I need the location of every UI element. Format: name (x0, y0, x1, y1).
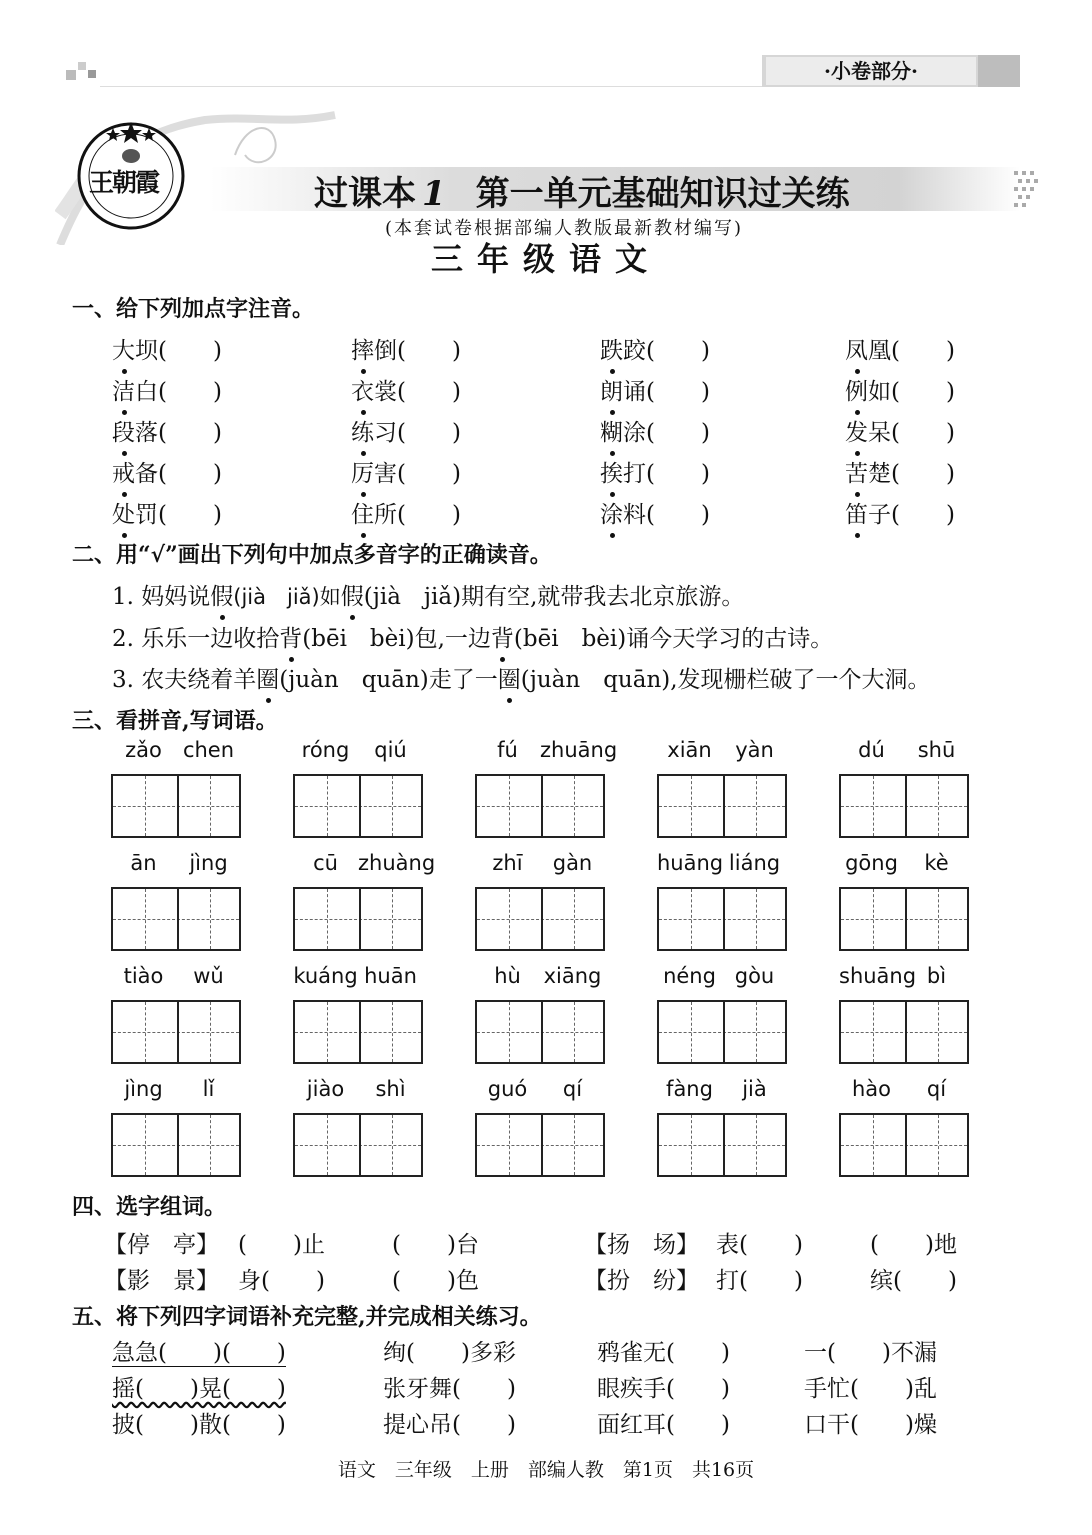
section2-heading: 二、用“√”画出下列句中加点多音字的正确读音。 (72, 542, 552, 568)
s1-item[interactable] (600, 373, 728, 406)
s4-blank[interactable]: ( )止 (238, 1232, 325, 1258)
s1-char: 子 (868, 502, 891, 528)
s1-item[interactable] (600, 332, 728, 365)
s1-blank[interactable]: ( ) (397, 379, 461, 405)
s1-char: 戒 (112, 455, 135, 488)
s3-writing-box[interactable] (293, 887, 423, 951)
s4-blank[interactable]: ( )地 (870, 1232, 957, 1258)
s1-item[interactable] (112, 496, 240, 529)
s3-pinyin: bì (926, 964, 947, 988)
s1-item[interactable] (845, 373, 973, 406)
s1-char: 如 (868, 379, 891, 405)
s3-writing-box[interactable] (111, 887, 241, 951)
s5-idiom[interactable]: 鸦雀无( ) (597, 1340, 730, 1366)
s3-pinyin: hào (851, 1077, 892, 1101)
s3-writing-box[interactable] (111, 1113, 241, 1177)
s3-pinyin: liáng (728, 851, 781, 875)
s1-char: 洁 (112, 373, 135, 406)
s1-item[interactable] (600, 455, 728, 488)
s3-pinyin: qí (926, 1077, 947, 1101)
s3-pinyin: yàn (735, 738, 774, 762)
s1-item[interactable] (351, 373, 479, 406)
section3-heading: 三、看拼音,写词语。 (72, 708, 278, 734)
s1-blank[interactable]: ( ) (891, 502, 955, 528)
s1-blank[interactable]: ( ) (646, 502, 710, 528)
s3-writing-box[interactable] (475, 774, 605, 838)
s3-pinyin: hù (494, 964, 521, 988)
s1-blank[interactable]: ( ) (646, 420, 710, 446)
s5-idiom[interactable]: 口干( )燥 (804, 1412, 937, 1438)
s5-idiom[interactable]: 面红耳( ) (597, 1412, 730, 1438)
s1-char: 厉 (351, 455, 374, 488)
s1-char: 衣 (351, 373, 374, 406)
s3-pinyin: wǔ (193, 964, 224, 988)
s1-char: 备 (135, 461, 158, 487)
s3-pinyin: chen (182, 738, 235, 762)
s3-writing-box[interactable] (111, 774, 241, 838)
s1-char: 坝 (135, 338, 158, 364)
s1-char: 凤 (845, 332, 868, 365)
s3-pinyin: zhuàng (358, 851, 436, 875)
s1-item[interactable] (351, 414, 479, 447)
s1-char: 害 (374, 461, 397, 487)
s1-blank[interactable]: ( ) (158, 420, 222, 446)
s3-writing-box[interactable] (293, 1113, 423, 1177)
s5-idiom[interactable]: 眼疾手( ) (597, 1376, 730, 1402)
s3-writing-box[interactable] (657, 887, 787, 951)
s5-idiom[interactable]: 一( )不漏 (804, 1340, 937, 1366)
s3-pinyin: shuāng (839, 964, 917, 988)
s1-char: 练 (351, 414, 374, 447)
s1-blank[interactable]: ( ) (891, 338, 955, 364)
title-number: 1 (422, 174, 446, 214)
s1-char: 裳 (374, 379, 397, 405)
s1-blank[interactable]: ( ) (397, 461, 461, 487)
s3-pinyin: shū (917, 738, 956, 762)
s3-pinyin: fàng (666, 1077, 713, 1101)
s3-writing-box[interactable] (839, 774, 969, 838)
s3-writing-box[interactable] (657, 774, 787, 838)
s5-idiom[interactable]: 张牙舞( ) (383, 1376, 516, 1402)
s1-char: 涂 (600, 496, 623, 529)
s5-idiom[interactable]: 绚( )多彩 (383, 1340, 516, 1366)
s4-blank[interactable]: 打( ) (716, 1268, 803, 1294)
s3-writing-box[interactable] (293, 1000, 423, 1064)
s3-writing-box[interactable] (839, 1113, 969, 1177)
s3-pinyin: shì (375, 1077, 406, 1101)
s4-blank[interactable]: 表( ) (716, 1232, 803, 1258)
s3-pinyin: jiào (306, 1077, 345, 1101)
s3-writing-box[interactable] (475, 1113, 605, 1177)
s3-pinyin: fú (497, 738, 518, 762)
s1-item[interactable] (845, 496, 973, 529)
s3-pinyin: néng (663, 964, 716, 988)
s1-blank[interactable]: ( ) (891, 420, 955, 446)
s5-idiom[interactable]: 手忙( )乱 (804, 1376, 937, 1402)
s3-writing-box[interactable] (839, 1000, 969, 1064)
publisher-logo (75, 118, 187, 230)
s3-writing-box[interactable] (111, 1000, 241, 1064)
s3-pinyin: jìng (189, 851, 228, 875)
section1-heading: 一、给下列加点字注音。 (72, 296, 315, 322)
s3-pinyin: xiāng (543, 964, 602, 988)
s1-item[interactable] (112, 373, 240, 406)
s1-blank[interactable]: ( ) (397, 338, 461, 364)
s1-char: 大 (112, 332, 135, 365)
s4-blank[interactable]: 身( ) (238, 1268, 325, 1294)
s1-blank[interactable]: ( ) (397, 420, 461, 446)
s1-item[interactable] (112, 332, 240, 365)
s3-pinyin: dú (858, 738, 885, 762)
s1-char: 段 (112, 414, 135, 447)
header-tab-end (978, 55, 1020, 87)
s1-char: 罚 (135, 502, 158, 528)
s3-writing-box[interactable] (293, 774, 423, 838)
s1-char: 处 (112, 496, 135, 529)
s1-item[interactable] (351, 455, 479, 488)
s3-pinyin: tiào (123, 964, 164, 988)
s3-pinyin: gàn (552, 851, 593, 875)
s1-char: 落 (135, 420, 158, 446)
title-prefix: 过课本 (314, 174, 416, 214)
s5-idiom[interactable]: 摇( )晃( ) (112, 1376, 286, 1402)
corner-decoration (66, 62, 96, 84)
s3-pinyin: xiān (667, 738, 712, 762)
s4-blank[interactable]: 缤( ) (870, 1268, 957, 1294)
s1-blank[interactable]: ( ) (158, 502, 222, 528)
s3-writing-box[interactable] (475, 1000, 605, 1064)
s1-blank[interactable]: ( ) (646, 379, 710, 405)
page-title (314, 166, 850, 215)
s1-blank[interactable]: ( ) (891, 379, 955, 405)
s5-idiom[interactable]: 提心吊( ) (383, 1412, 516, 1438)
logo-text: 王朝霞 (89, 168, 159, 197)
s1-item[interactable] (351, 496, 479, 529)
s3-pinyin: gōng (845, 851, 898, 875)
s5-idiom[interactable]: 急急( )( ) (112, 1340, 286, 1366)
s1-char: 跤 (623, 338, 646, 364)
s1-char: 跌 (600, 332, 623, 365)
s1-char: 摔 (351, 332, 374, 365)
s4-blank[interactable]: ( )台 (392, 1232, 479, 1258)
s3-writing-box[interactable] (839, 887, 969, 951)
grade-heading: 三年级语文 (430, 240, 661, 278)
s1-char: 苦 (845, 455, 868, 488)
s1-char: 倒 (374, 338, 397, 364)
s1-item[interactable] (351, 332, 479, 365)
s1-blank[interactable]: ( ) (646, 461, 710, 487)
s1-blank[interactable]: ( ) (891, 461, 955, 487)
s3-pinyin: gòu (734, 964, 775, 988)
s1-char: 楚 (868, 461, 891, 487)
section5-heading: 五、将下列四字词语补充完整,并完成相关练习。 (72, 1304, 542, 1330)
s1-item[interactable] (600, 496, 728, 529)
s3-pinyin: kuáng (293, 964, 358, 988)
s1-item[interactable] (845, 414, 973, 447)
s1-char: 发 (845, 414, 868, 447)
s3-pinyin: zǎo (125, 738, 162, 762)
s1-item[interactable] (112, 455, 240, 488)
title-main: 第一单元基础知识过关练 (475, 174, 850, 214)
s3-pinyin: jìng (124, 1077, 163, 1101)
s3-writing-box[interactable] (657, 1000, 787, 1064)
s1-char: 糊 (600, 414, 623, 447)
s1-blank[interactable]: ( ) (158, 461, 222, 487)
s1-char: 涂 (623, 420, 646, 446)
s4-blank[interactable]: ( )色 (392, 1268, 479, 1294)
s1-char: 诵 (623, 379, 646, 405)
s4-group-b: 【扬 场】 (584, 1232, 699, 1258)
s1-char: 打 (623, 461, 646, 487)
s4-group-c: 【影 景】 (104, 1268, 219, 1294)
s1-char: 朗 (600, 373, 623, 406)
s4-group-a: 【停 亭】 (104, 1232, 219, 1258)
section2-q1: 1. 妈妈说假(jià jiǎ)如假(jià jiǎ)期有空,就带我去北京旅游。 (112, 578, 744, 611)
s3-pinyin: jià (742, 1077, 767, 1101)
s1-char: 例 (845, 373, 868, 406)
s5-idiom[interactable]: 披( )散( ) (112, 1412, 286, 1438)
s3-pinyin: zhī (492, 851, 523, 875)
section2-q3: 3. 农夫绕着羊圈(juàn quān)走了一圈(juàn quān),发现栅栏破了一个大洞。 (112, 661, 931, 694)
s3-pinyin: huāng (657, 851, 724, 875)
s1-char: 凰 (868, 338, 891, 364)
s3-pinyin: cū (313, 851, 338, 875)
s3-pinyin: qiú (374, 738, 407, 762)
s3-writing-box[interactable] (475, 887, 605, 951)
s1-char: 呆 (868, 420, 891, 446)
s1-char: 习 (374, 420, 397, 446)
s3-pinyin: ān (130, 851, 157, 875)
s1-item[interactable] (845, 332, 973, 365)
s1-blank[interactable]: ( ) (397, 502, 461, 528)
s1-item[interactable] (112, 414, 240, 447)
s3-pinyin: qí (562, 1077, 583, 1101)
dotted-pattern (1014, 167, 1050, 211)
page-subtitle: (本套试卷根据部编人教版最新教材编写) (385, 218, 744, 239)
section4-heading: 四、选字组词。 (72, 1194, 227, 1220)
s1-blank[interactable]: ( ) (158, 338, 222, 364)
s1-char: 料 (623, 502, 646, 528)
s3-pinyin: róng (301, 738, 350, 762)
header-tab-label: ·小卷部分· (766, 57, 976, 85)
header-rule (100, 86, 762, 87)
page-footer: 语文 三年级 上册 部编人教 第1页 共16页 (337, 1459, 755, 1481)
s1-item[interactable] (600, 414, 728, 447)
s1-blank[interactable]: ( ) (646, 338, 710, 364)
s1-char: 挨 (600, 455, 623, 488)
s3-pinyin: guó (487, 1077, 528, 1101)
s4-group-d: 【扮 纷】 (584, 1268, 699, 1294)
s3-pinyin: lǐ (202, 1077, 215, 1101)
s1-char: 住 (351, 496, 374, 529)
s1-blank[interactable]: ( ) (158, 379, 222, 405)
s3-writing-box[interactable] (657, 1113, 787, 1177)
s3-pinyin: zhuāng (540, 738, 618, 762)
s1-char: 所 (374, 502, 397, 528)
section2-q2: 2. 乐乐一边收拾背(bēi bèi)包,一边背(bēi bèi)诵今天学习的古诗。 (112, 620, 833, 653)
s3-pinyin: kè (924, 851, 949, 875)
s1-item[interactable] (845, 455, 973, 488)
s1-char: 白 (135, 379, 158, 405)
s3-pinyin: huān (364, 964, 417, 988)
s1-char: 笛 (845, 496, 868, 529)
